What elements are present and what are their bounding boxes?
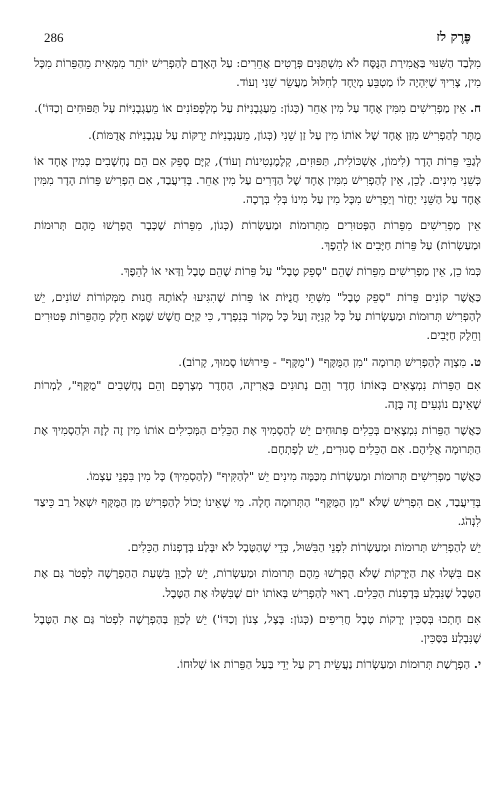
page-body <box>34 54 481 674</box>
paragraph: י. הַפְרָשַׁת תְּרוּמוֹת וּמַעַשְׂרוֹת נַעֲשֵׂית רַק עַל יְדֵי בַּעַל הַפֵּרוֹת אוֹ שְׁלוּחוֹ. <box>176 657 481 672</box>
section-marker: י. <box>473 657 481 672</box>
paragraph: אִם בִּשְּׁלוּ אֶת הַיְּרָקוֹת שֶׁלֹּא הֻפְרְשׁוּ מֵהֶם תְּרוּמוֹת וּמַעַשְׂרוֹת, יֵשׁ לְכַוֵּן בִּשְׁעַת הַהַפְרָשָׁה לִפְטֹר גַּם אֶת הַטֶּבֶל שֶׁנִּבְלַע בְּדָפְנוֹת הַכֵּלִים. רָאוּי לְהַפְרִישׁ בְּאוֹתוֹ יוֹם שֶׁבִּשְּׁלוּ אֶת הַטֶּבֶל. <box>34 566 481 600</box>
paragraph: יֵשׁ לְהַפְרִישׁ תְּרוּמוֹת וּמַעַשְׂרוֹת לִפְנֵי הַבִּשּׁוּל, כְּדֵי שֶׁהַטֶּבֶל לֹא יִבָּלַע בְּדָפְנוֹת הַכֵּלִים. <box>127 540 481 555</box>
paragraph: כַּאֲשֶׁר קוֹנִים פֵּרוֹת "סְפֵק טֶבֶל" מִשְּׁתֵּי חֲנֻיּוֹת אוֹ פֵּרוֹת שֶׁהִגִּיעוּ לְאוֹתָהּ חֲנוּת מִמְּקוֹרוֹת שׁוֹנִים, יֵשׁ לְהַפְרִישׁ תְּרוּמוֹת וּמַעַשְׂרוֹת עַל כָּל קְנִיָּה וְעַל כָּל מָקוֹר בְּנִפְרָד, כִּי קַיָּם חֲשָׁשׁ שֶׁמָּא חֵלֶק מֵהַפֵּרוֹת פְּטוּרִים וְחֵלֶק חַיָּבִים. <box>34 290 481 343</box>
paragraph: אֵין מַפְרִישִׁים מִפֵּרוֹת הַפְּטוּרִים מִתְּרוּמוֹת וּמַעַשְׂרוֹת (כְּגוֹן, מִפֵּרוֹת שֶׁכְּבָר הֻפְרְשׁוּ מֵהֶם תְּרוּמוֹת וּמַעַשְׂרוֹת) עַל פֵּרוֹת חַיָּבִים אוֹ לְהֵפֶךְ. <box>34 218 481 252</box>
page-number: 286 <box>44 30 64 45</box>
paragraph: כַּאֲשֶׁר מַפְרִישִׁים תְּרוּמוֹת וּמַעַשְׂרוֹת מִכַּמָּה מִינִים יֵשׁ "לְהַקִּיף" (לְהַסְמִיךְ) כָּל מִין בִּפְנֵי עַצְמוֹ. <box>85 468 481 483</box>
paragraph: בְּדִיעֲבַד, אִם הִפְרִישׁ שֶׁלֹּא "מִן הַמֻּקָּף" הַתְּרוּמָה חָלָה. מִי שֶׁאֵינוֹ יָכוֹל לְהַפְרִישׁ מִן הַמֻּקָּף יִשְׁאַל רַב כֵּיצַד לִנְהֹג. <box>34 494 481 529</box>
paragraph: מִלְּבַד הַשִּׁנּוּי בַּאֲמִירַת הַנֻּסָּח לֹא מִשְׁתַּנִּים פְּרָטִים אֲחֵרִים: עַל הָאָדָם לְהַפְרִישׁ יוֹתֵר מִמְּאִית מֵהַפֵּרוֹת מִכָּל מִין, צָרִיךְ שֶׁיִּהְיֶה לוֹ מַטְבֵּעַ מְיֻחָד לְחִלּוּל מַעֲשֵׂר שֵׁנִי וְעוֹד. <box>34 56 481 90</box>
paragraph: לְגַבֵּי פֵּרוֹת הָדָר (לִימוֹן, אֶשְׁכּוֹלִית, תַּפּוּזִים, קְלֶמֶנְטִינוֹת וְעוֹד), קַיָּם סָפֵק אִם הֵם נֶחְשָׁבִים כְּמִין אֶחָד אוֹ כְּשֵׁנִי מִינִים. לָכֵן, אֵין לְהַפְרִישׁ מִמִּין אֶחָד שֶׁל הַדָּרִים עַל מִין אַחֵר. בְּדִיעֲבַד, אִם הִפְרִישׁ פֵּרוֹת הָדָר מִמִּין אֶחָד עַל הַשֵּׁנִי יַחֲזֹר וְיַפְרִישׁ מִכָּל מִין עַל מִינוֹ בְּלִי בְּרָכָה. <box>34 153 481 207</box>
paragraph: מֻתָּר לְהַפְרִישׁ מִזַּן אֶחָד שֶׁל אוֹתוֹ מִין עַל זַן שֵׁנִי (כְּגוֹן, מֵעַגְבָנִיּוֹת יְרֻקּוֹת עַל עַגְבָנִיּוֹת אֲדֻמּוֹת). <box>88 127 481 142</box>
paragraph: כְּמוֹ כֵן, אֵין מַפְרִישִׁים מִפֵּרוֹת שֶׁהֵם "סְפֵק טֶבֶל" עַל פֵּרוֹת שֶׁהֵם טֶבֶל וַדַּאי אוֹ לְהֵפֶךְ. <box>120 263 481 278</box>
paragraph: אִם חָתְכוּ בְּסַכִּין יְרָקוֹת טֶבֶל חֲרִיפִים (כְּגוֹן: בָּצָל, צְנוֹן וְכַדּוֹ') יֵשׁ לְכַוֵּן בַּהַפְרָשָׁה לִפְטֹר גַּם אֶת הַטֶּבֶל שֶׁנִּבְלַע בַּסַּכִּין. <box>34 611 481 646</box>
page-header <box>34 30 481 54</box>
paragraph: ח. אֵין מַפְרִישִׁים מִמִּין אֶחָד עַל מִין אַחֵר (כְּגוֹן: מֵעַגְבָנִיּוֹת עַל מְלָפְפוֹנִים אוֹ מֵעַגְבָנִיּוֹת עַל תַּפּוּחִים וְכַדּוֹ'). <box>34 101 481 116</box>
section-marker: ח. <box>470 101 481 116</box>
paragraph: אִם הַפֵּרוֹת נִמְצָאִים בְּאוֹתוֹ חֶדֶר וְהֵם נְתוּנִים בַּאֲרִיזָה, הַחֶדֶר מְצָרְפָם וְהֵם נֶחְשָׁבִים "מֻקָּף", לַמְרוֹת שֶׁאֵינָם נוֹגְעִים זֶה בָּזֶה. <box>34 377 481 412</box>
paragraph: ט. מִצְוָה לְהַפְרִישׁ תְּרוּמָה "מִן הַמֻּקָּף" ("מֻקָּף" - פֵּירוּשׁוֹ סָמוּךְ, קָרוֹב). <box>178 354 481 369</box>
section-marker: ט. <box>469 354 481 369</box>
paragraph: כַּאֲשֶׁר הַפֵּרוֹת נִמְצָאִים בְּכֵלִים פְּתוּחִים יֵשׁ לְהַסְמִיךְ אֶת הַכֵּלִים הַמְּכִילִים אוֹתוֹ מִין זֶה לָזֶה וּלְהַסְמִיךְ אֶת הַתְּרוּמָה אֲלֵיהֶם. אִם הַכֵּלִים סְגוּרִים, יֵשׁ לְפָתְחָם. <box>34 423 481 457</box>
chapter-title: פֶּרֶק לז <box>436 30 471 45</box>
